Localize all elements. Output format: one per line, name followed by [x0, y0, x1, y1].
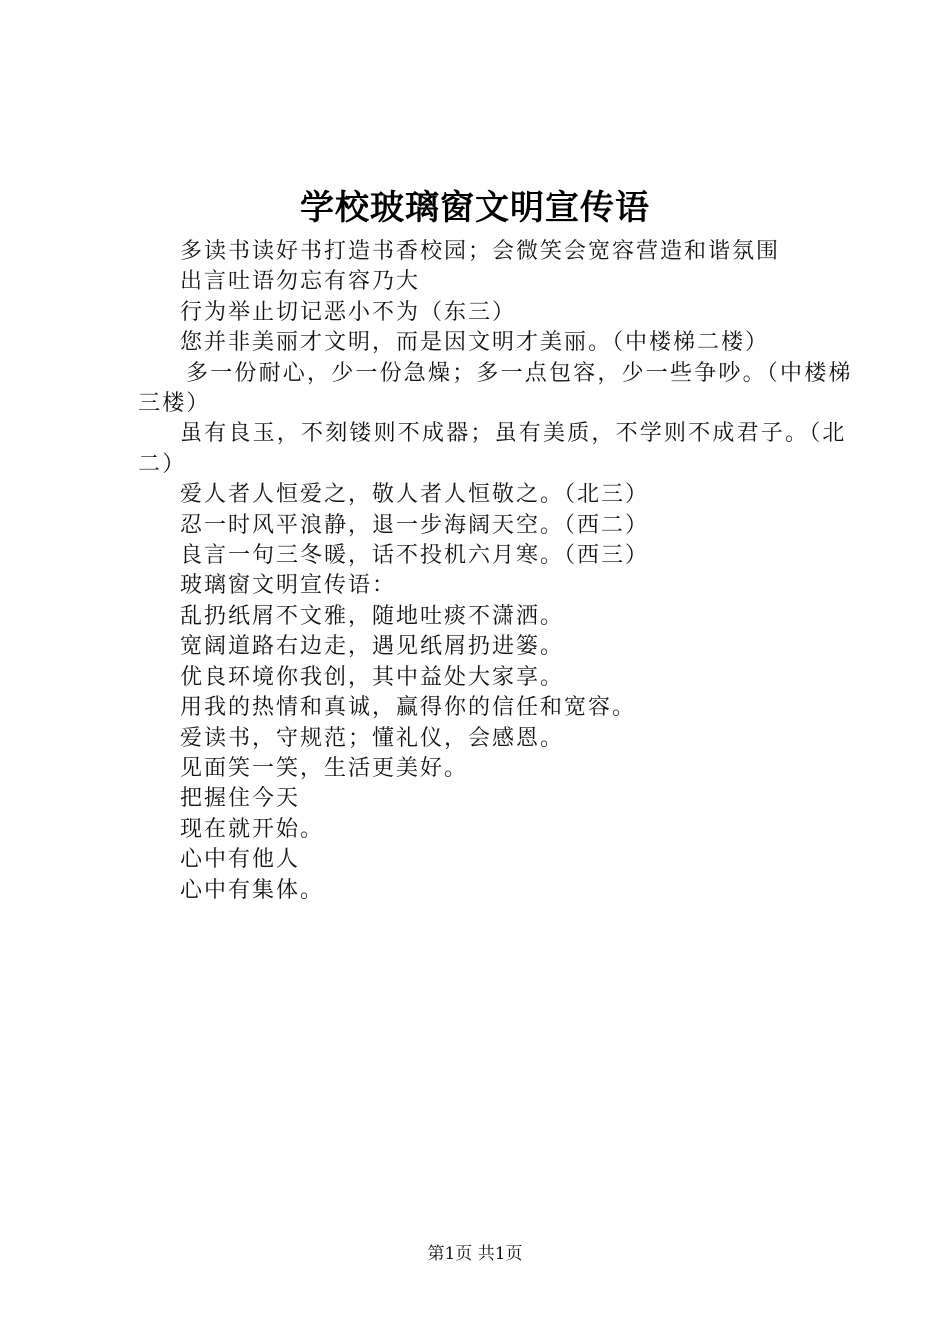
text-line: 见面笑一笑，生活更美好。: [180, 755, 469, 781]
text-line: 多一份耐心，少一份急燥；多一点包容，少一些争吵。（中楼梯三楼）: [138, 360, 853, 417]
text-line: 用我的热情和真诚，赢得你的信任和宽容。: [180, 695, 637, 721]
text-line: 心中有他人: [180, 847, 301, 873]
text-line: 多读书读好书打造书香校园；会微笑会宽容营造和谐氛围: [180, 239, 781, 264]
text-line: 虽有良玉，不刻镂则不成器；虽有美质，不学则不成君子。（北二）: [138, 421, 847, 477]
text-line: 乱扔纸屑不文雅，随地吐痰不潇洒。: [180, 603, 565, 629]
text-line: 心中有集体。: [180, 877, 325, 903]
text-line: 现在就开始。: [180, 816, 325, 842]
text-line: 良言一句三冬暖，话不投机六月寒。（西三）: [180, 543, 650, 569]
text-line: 您并非美丽才文明，而是因文明才美丽。（中楼梯二楼）: [180, 330, 770, 356]
text-line: 爱读书，守规范；懂礼仪，会感恩。: [180, 725, 565, 751]
text-line: 出言吐语勿忘有容乃大: [180, 269, 421, 295]
text-line: 宽阔道路右边走，遇见纸屑扔进篓。: [180, 634, 565, 660]
text-line: 忍一时风平浪静，退一步海阔天空。（西二）: [180, 512, 650, 538]
page-footer: 第1页 共1页: [427, 1244, 523, 1264]
text-line: 行为举止切记恶小不为（东三）: [180, 299, 517, 325]
document-body: [138, 237, 858, 906]
text-line: 爱人者人恒爱之，敬人者人恒敬之。（北三）: [180, 482, 650, 508]
text-line: 玻璃窗文明宣传语：: [180, 573, 397, 599]
text-line: 把握住今天: [180, 786, 301, 812]
page-title: 学校玻璃窗文明宣传语: [300, 188, 650, 228]
text-line: 优良环境你我创，其中益处大家享。: [180, 664, 565, 690]
